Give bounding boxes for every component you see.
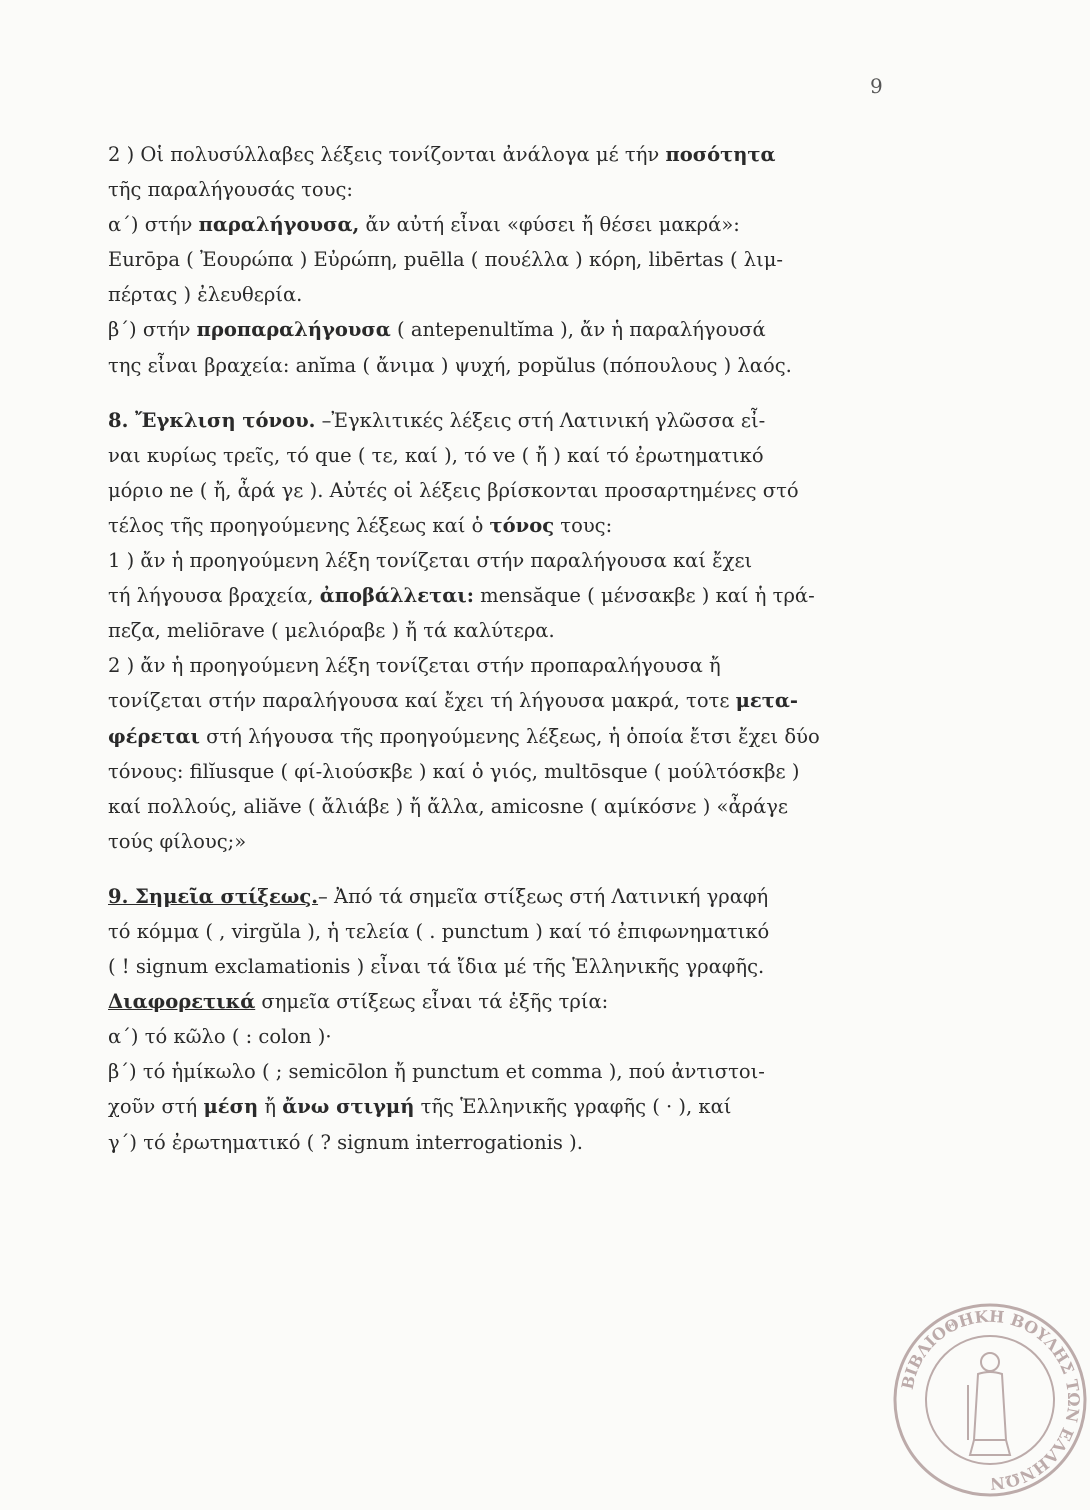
text-line [62,789,898,824]
text-run: της εἶναι βραχεία: anĭma ( ἄνιμα ) ψυχή, popŭlus (πόπουλους ) λαός. [108,353,792,377]
section-heading: 9. Σημεῖα στίξεως. [108,884,319,908]
text-line [62,1019,898,1054]
text-run: τέλος τῆς προηγούμενης λέξεως καί ὁ [108,513,490,537]
text-run: στή λήγουσα τῆς προηγούμενης λέξεως, ἡ ὁποία ἔτσι ἔχει δύο [199,724,820,748]
text-run: ἄν αὐτή εἶναι «φύσει ἤ θέσει μακρά»: [359,213,740,237]
section-8-paragraph [62,403,898,543]
text-run: καί πολλούς, aliăve ( ἄλιάβε ) ἤ ἄλλα, amicosne ( αμίκόσνε ) «ἆράγε [108,794,789,818]
bold-term: ποσότητα [665,143,776,166]
text-line [62,648,898,683]
text-run: –Ἐγκλιτικές λέξεις στή Λατινική γλῶσσα εἶ- [315,408,766,432]
section-heading: Διαφορετικά [108,990,256,1014]
text-run: χοῦν στή [108,1095,204,1119]
mark-b-paragraph [62,1054,898,1124]
text-run: γ΄) τό ἐρωτηματικό ( ? signum interrogationis ). [108,1130,583,1154]
text-line [62,348,898,383]
text-line [62,754,898,789]
text-run: μόριο ne ( ἤ, ἆρά γε ). Αὐτές οἱ λέξεις βρίσκονται προσαρτημένες στό [108,478,799,502]
text-run: mensăque ( μένσακβε ) καί ἡ τρά- [473,584,815,608]
text-line [62,403,898,438]
library-stamp [890,1290,1090,1510]
bold-term: τόνος [489,513,555,537]
text-line [62,172,898,207]
bold-term: μετα- [735,689,799,713]
text-run: 2 ) ἄν ἡ προηγούμενη λέξη τονίζεται στήν προπαραλήγουσα ἤ [108,654,721,678]
text-run: ( antepenultĭma ), ἄν ἡ παραλήγουσά [390,318,766,342]
text-run: τῆς Ἑλληνικῆς γραφῆς ( · ), καί [414,1095,732,1119]
bold-term: παραλήγουσα, [198,213,360,237]
text-line [62,719,898,754]
rule-2b-paragraph [62,312,898,382]
rule-2a-paragraph [62,207,898,312]
text-line [62,473,898,508]
text-run: β΄) στήν [108,318,197,342]
figure-icon [968,1353,1010,1455]
text-line [62,683,898,718]
text-line [62,578,898,613]
bold-term: 8. Ἔγκλιση τόνου. [108,408,316,432]
text-run: σημεῖα στίξεως εἶναι τά ἑξῆς τρία: [255,990,609,1014]
text-line [62,1089,898,1124]
bold-term: ἄνω στιγμή [282,1095,415,1119]
bold-term: φέρεται [108,724,200,748]
text-run: τῆς παραλήγουσάς τους: [108,178,353,202]
mark-a-paragraph [62,1019,898,1054]
text-run: ναι κυρίως τρεῖς, τό que ( τε, καί ), τό ve ( ἤ ) καί τό ἐρωτηματικό [108,443,764,467]
text-run: α΄) τό κῶλο ( : colon )· [108,1025,332,1049]
text-run: τόνους: filĭusque ( φί-λιούσκβε ) καί ὁ γιός, multōsque ( μούλτόσκβε ) [108,759,800,783]
text-line [62,543,898,578]
text-run: πέρτας ) ἐλευθερία. [108,283,303,307]
text-line [62,277,898,312]
mark-c-paragraph [62,1125,898,1160]
text-run: ( ! signum exclamationis ) εἶναι τά ἴδια μέ τῆς Ἑλληνικῆς γραφῆς. [108,955,765,979]
text-run: τό κόμμα ( , virgŭla ), ἡ τελεία ( . punctum ) καί τό ἐπιφωνηματικό [108,919,770,943]
text-line [62,879,898,914]
bold-term: ἀποβάλλεται: [319,584,474,608]
text-line [62,949,898,984]
body-text [62,137,898,1160]
text-run: τούς φίλους;» [108,829,247,853]
different-marks-paragraph [62,984,898,1019]
text-run: Eurōpa ( Ἐουρώπα ) Εὐρώπη, puēlla ( πουέλλα ) κόρη, libērtas ( λιμ- [108,248,784,272]
text-line [62,207,898,242]
rule-2-paragraph [62,137,898,207]
text-run: τονίζεται στήν παραλήγουσα καί ἔχει τή λήγουσα μακρά, τοτε [108,689,736,713]
text-line [62,914,898,949]
text-run: 2 ) Οἱ πολυσύλλαβες λέξεις τονίζονται ἀνάλογα μέ τήν [108,143,666,166]
text-run: – Ἀπό τά σημεῖα στίξεως στή Λατινική γραφή [318,884,769,908]
stamp-text: ΒΙΒΛΙΟΘΗΚΗ ΒΟΥΛΗΣ ΤΩΝ ΕΛΛΗΝΩΝ [897,1306,1084,1494]
text-run: α΄) στήν [108,213,199,237]
bold-term: προπαραλήγουσα [196,318,391,342]
section-8-case-2-paragraph [62,648,898,859]
text-run: τή λήγουσα βραχεία, [108,584,320,608]
page-number: 9 [870,74,883,98]
text-run: 1 ) ἄν ἡ προηγούμενη λέξη τονίζεται στήν παραλήγουσα καί ἔχει [108,549,753,573]
section-9-paragraph [62,879,898,984]
text-run: πεζα, meliōrave ( μελιόραβε ) ἤ τά καλύτερα. [108,619,555,643]
text-line [62,438,898,473]
bold-term: μέση [203,1095,259,1119]
text-run: ἤ [258,1095,283,1119]
text-line [62,824,898,859]
text-line [62,242,898,277]
text-line [62,312,898,347]
text-line [62,137,898,172]
text-run: β΄) τό ἡμίκωλο ( ; semicōlon ἤ punctum et comma ), πού ἀντιστοι- [108,1060,765,1084]
text-line [62,1125,898,1160]
text-line [62,984,898,1019]
text-line [62,1054,898,1089]
text-line [62,508,898,543]
text-line [62,613,898,648]
text-run: τους: [554,513,613,537]
section-8-case-1-paragraph [62,543,898,648]
